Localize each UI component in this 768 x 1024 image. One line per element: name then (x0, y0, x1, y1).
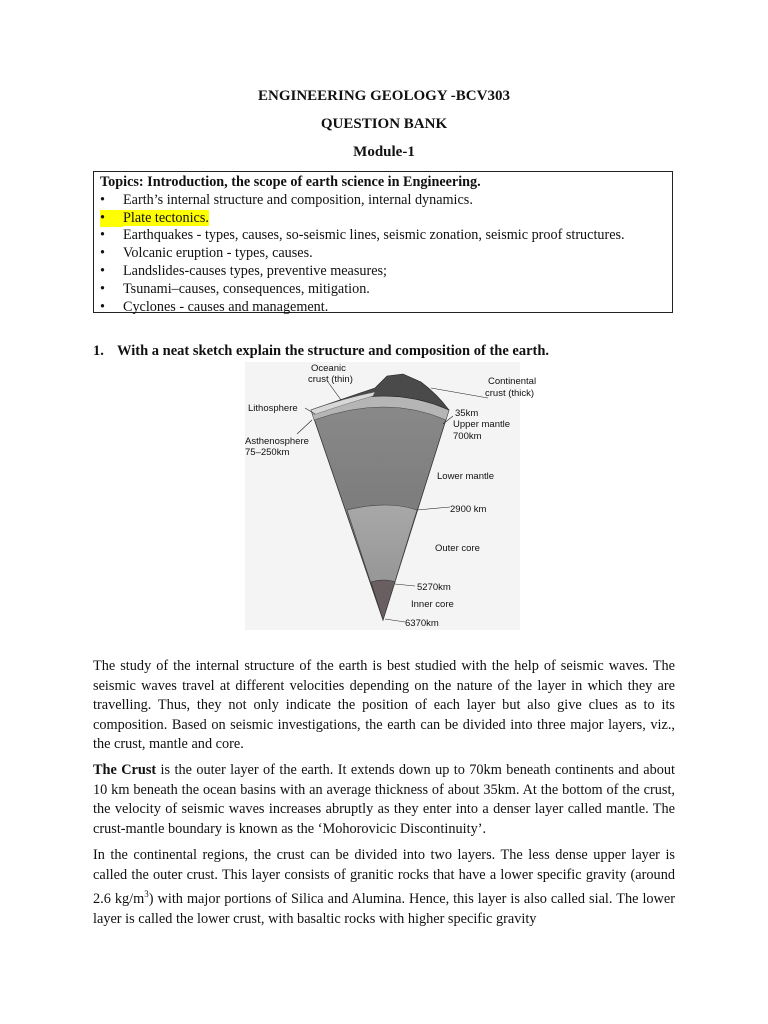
topic-text: Cyclones - causes and management. (123, 298, 329, 315)
label-5270km: 5270km (417, 582, 451, 593)
question-1 (93, 343, 549, 360)
label-asthenosphere-depth: 75–250km (245, 447, 290, 458)
bullet-icon: • (100, 262, 105, 279)
topics-heading: Topics: Introduction, the scope of earth science in Engineering. (100, 174, 481, 190)
topic-text: Earth’s internal structure and composition, internal dynamics. (123, 191, 473, 208)
label-35km: 35km (455, 408, 479, 419)
label-6370km: 6370km (405, 618, 439, 629)
label-upper-mantle: Upper mantle (453, 419, 511, 430)
question-number: 1. (93, 343, 104, 359)
bullet-icon: • (100, 191, 105, 208)
document-title: QUESTION BANK (320, 116, 448, 132)
topic-item (100, 299, 666, 317)
paragraph-seismic: The study of the internal structure of the earth is best studied with the help of seismic waves. The seismic waves travel at different velocities depending on the nature of the layer in which they are travelling. Thus, they not only indicate the position of each layer but also give clues as to its composition. Based on seismic investigations, the earth can be divided into three major layers, viz., the crust, mantle and core. (93, 658, 675, 753)
label-asthenosphere: Asthenosphere (245, 436, 309, 447)
superscript-3: 3 (144, 889, 149, 900)
course-title: ENGINEERING GEOLOGY -BCV303 (258, 88, 510, 104)
question-text: With a neat sketch explain the structure and composition of the earth. (117, 343, 550, 359)
crust-term: The Crust (93, 762, 157, 778)
topic-item (100, 192, 666, 210)
bullet-icon: • (100, 298, 105, 315)
label-lower-mantle: Lower mantle (437, 471, 495, 482)
label-700km: 700km (453, 431, 482, 442)
bullet-icon: • (100, 280, 105, 297)
topic-text: Landslides-causes types, preventive measures; (123, 262, 387, 279)
continental-text-b: ) with major portions of Silica and Alumina. Hence, this layer is also called sial. The lower layer is called the lower crust, with basaltic rocks with higher specific gravity (93, 890, 675, 927)
label-outer-core: Outer core (435, 543, 480, 554)
crust-description: is the outer layer of the earth. It extends down up to 70km beneath continents and about 10 km beneath the ocean basins with an average thickness of about 35km. At the bottom of the crust, the velocity of seismic waves increases abruptly as they enter into a denser layer called mantle. The crust-mantle boundary is known as the ‘Mohorovicic Discontinuity’. (93, 762, 675, 837)
label-2900km: 2900 km (450, 504, 487, 515)
topic-text: Plate tectonics. (123, 209, 209, 226)
label-continental-crust: crust (thick) (485, 388, 535, 399)
bullet-icon: • (100, 210, 123, 228)
topic-item (100, 210, 666, 228)
paragraph-crust (93, 761, 675, 839)
label-lithosphere: Lithosphere (248, 403, 298, 414)
module-title: Module-1 (353, 144, 415, 160)
topic-item (100, 245, 666, 263)
earth-section-svg (245, 362, 537, 630)
topic-item (100, 227, 666, 245)
label-continental: Continental (488, 376, 537, 387)
topic-text: Volcanic eruption - types, causes. (123, 245, 313, 262)
earth-structure-diagram (245, 362, 537, 630)
bullet-icon: • (100, 245, 105, 262)
topic-item (100, 281, 666, 299)
topic-text: Earthquakes - types, causes, so-seismic lines, seismic zonation, seismic proof structures. (123, 227, 625, 244)
topic-text: Tsunami–causes, consequences, mitigation. (123, 280, 370, 297)
bullet-icon: • (100, 227, 105, 244)
highlighted-topic (100, 209, 209, 226)
paragraph-continental-crust (93, 846, 675, 929)
topics-list (100, 192, 666, 317)
topics-box (93, 171, 673, 313)
label-oceanic: Oceanic (311, 363, 346, 374)
continental-text-a: In the continental regions, the crust can be divided into two layers. The less dense upper layer is called the outer crust. This layer consists of granitic rocks that have a lower specific gravity (around 2.6 kg/m (93, 847, 675, 907)
label-inner-core: Inner core (411, 599, 454, 610)
topic-item (100, 263, 666, 281)
label-oceanic-crust: crust (thin) (308, 374, 353, 385)
